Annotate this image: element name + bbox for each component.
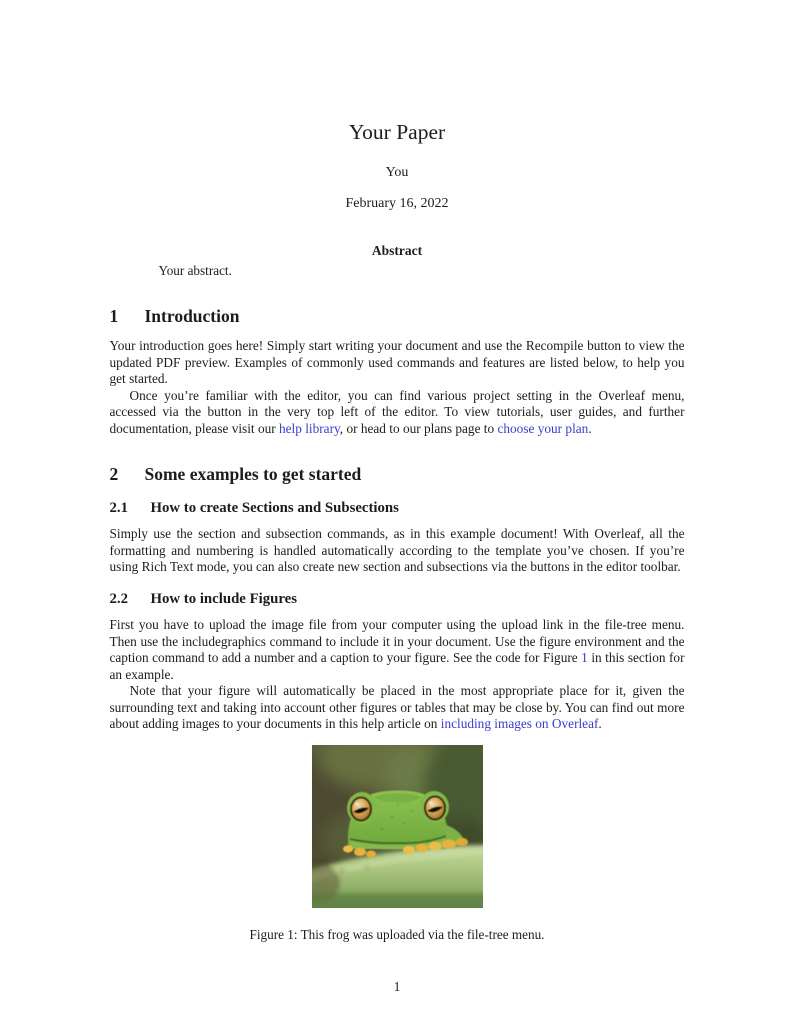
frog-photo [312,745,483,908]
figures-paragraph-2-text: Note that your figure will automatically be placed in the most appropriate place for it, given the surrounding text and taking into account other figures or tables that may be close by. You can find out more about adding images to your documents in this help article on [109,683,685,732]
section-2-1-heading [110,500,685,517]
abstract-heading: Abstract [371,243,423,258]
figure-1 [110,745,685,943]
date: February 16, 2022 [345,196,449,211]
figures-paragraph-1 [110,617,685,683]
intro-paragraph-2 [110,388,685,437]
section-2-2-heading [110,591,685,608]
page-title: Your Paper [348,120,446,144]
figures-paragraph-1-text: in this section for an example. [109,650,685,682]
author: You [385,165,409,180]
section-1-title: Introduction [144,306,240,327]
intro-paragraph-2-text: , or head to our plans page to [339,420,498,436]
choose-your-plan-link[interactable]: choose your plan [497,420,589,436]
figures-paragraph-1-text: First you have to upload the image file from your computer using the upload link in the file-tree menu. Then use the includegraphics command to include it in your document. Use the figure environment and the caption command to add a number and a caption to your figure. See the code for Figure [109,617,685,666]
section-2-1-title: How to create Sections and Subsections [150,500,399,517]
intro-paragraph-1: Your introduction goes here! Simply start writing your document and use the Recompile button to view the updated PDF preview. Examples of commonly used commands and features are listed below, to help you get started. [109,338,685,387]
help-library-link[interactable]: help library [279,420,340,436]
section-2-1-number: 2.1 [109,500,128,517]
intro-paragraph-2-text: Once you’re familiar with the editor, you can find various project setting in the Overleaf menu, accessed via the button in the very top left of the editor. To view tutorials, user guides, and further documentation, please visit our [109,387,685,436]
intro-paragraph-2-text: . [588,420,592,436]
figures-paragraph-2 [110,683,685,732]
figure-caption: Figure 1: This frog was uploaded via the file-tree menu. [249,926,545,942]
section-2-number: 2 [109,464,119,485]
section-2-heading [110,464,685,484]
section-1-number: 1 [109,306,119,327]
document-content [110,0,685,943]
figures-paragraph-2-text: . [598,716,602,732]
figure-1-ref-link[interactable]: 1 [581,650,588,666]
sections-paragraph: Simply use the section and subsection commands, as in this example document! With Overleaf, all the formatting and numbering is handled automatically according to the template you’ve chosen. If you’re using Rich Text mode, you can also create new section and subsections via the buttons in the editor toolbar. [109,526,685,575]
page-number: 1 [393,979,401,994]
abstract-text: Your abstract. [158,263,232,278]
section-1-heading [110,306,685,326]
section-2-2-number: 2.2 [109,591,128,608]
including-images-link[interactable]: including images on Overleaf [440,716,599,732]
section-2-2-title: How to include Figures [150,591,297,608]
section-2-title: Some examples to get started [144,464,362,485]
